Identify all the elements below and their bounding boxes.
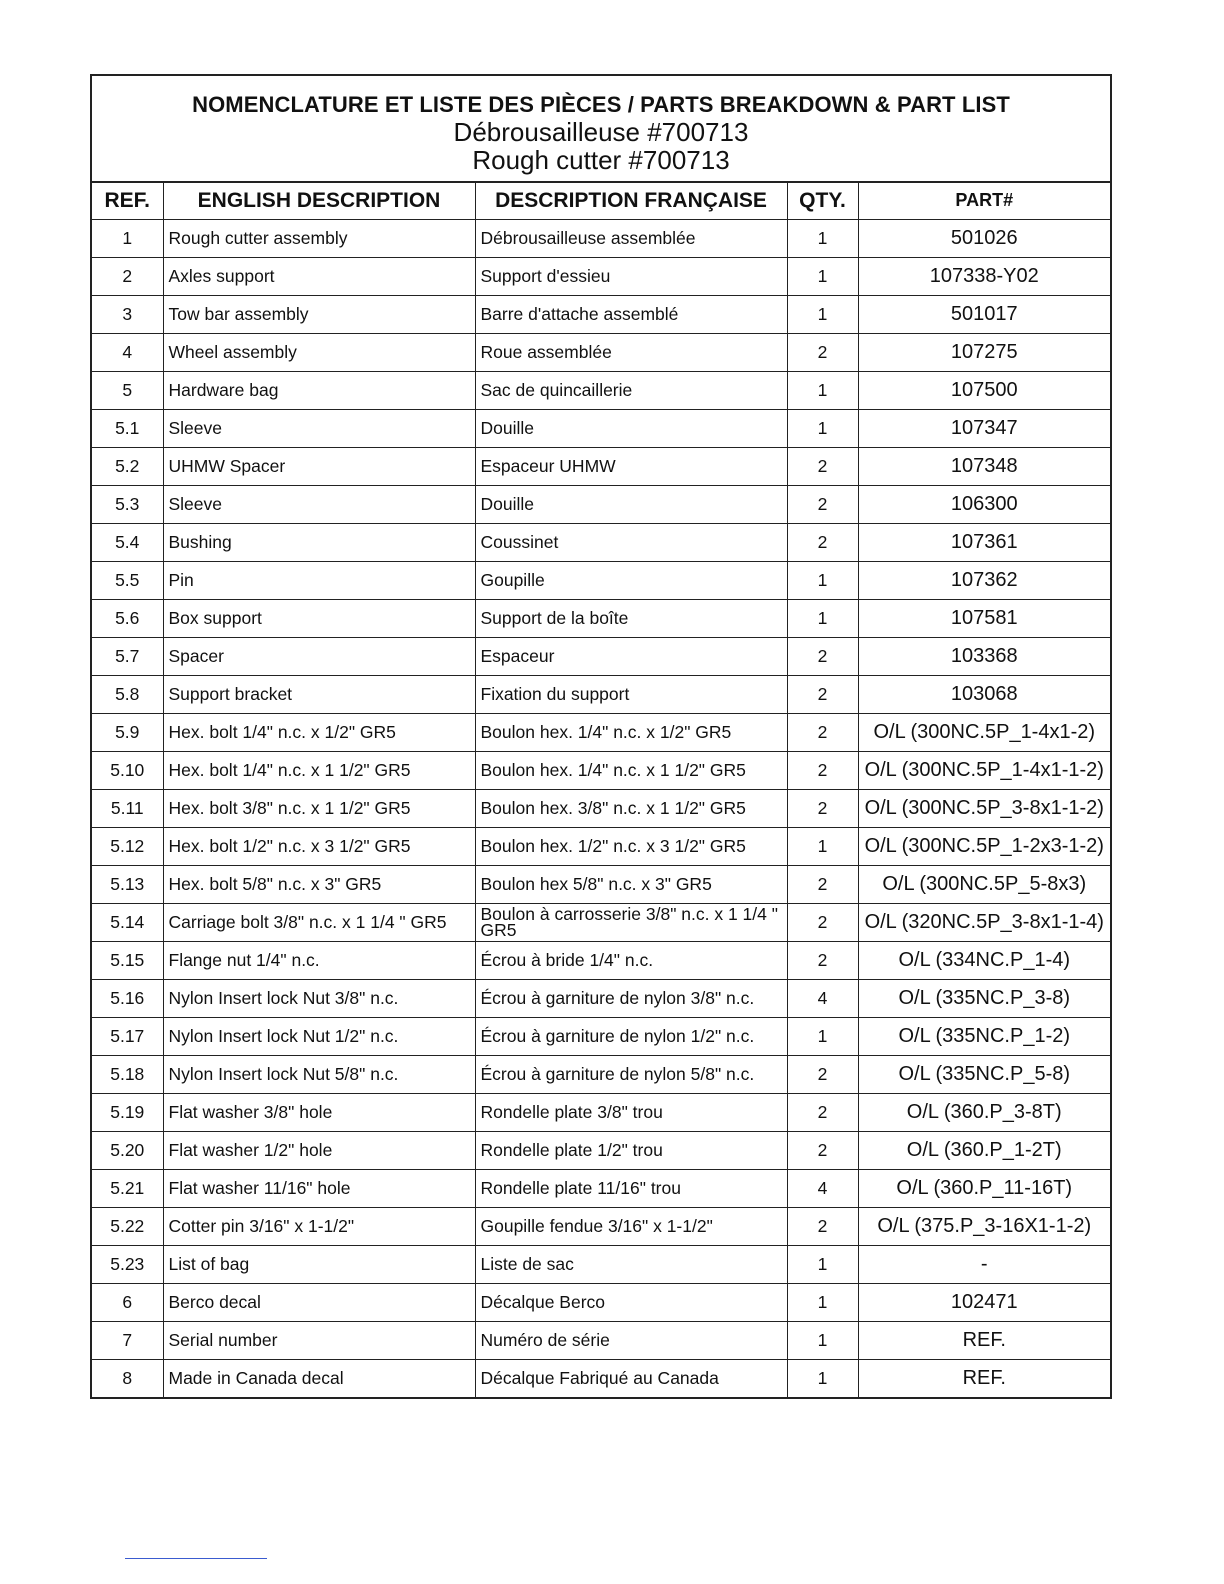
column-header-qty: QTY. — [787, 183, 858, 219]
quantity-cell: 2 — [787, 485, 858, 523]
part-number-cell: O/L (375.P_3-16X1-1-2) — [858, 1207, 1110, 1245]
ref-cell: 5 — [92, 371, 163, 409]
english-description-cell: Hex. bolt 3/8" n.c. x 1 1/2" GR5 — [163, 789, 475, 827]
english-description-cell: List of bag — [163, 1245, 475, 1283]
french-description-cell: Écrou à bride 1/4" n.c. — [475, 941, 787, 979]
english-description-cell: Nylon Insert lock Nut 3/8" n.c. — [163, 979, 475, 1017]
parts-list-sheet — [90, 74, 1112, 1399]
part-number-cell: O/L (360.P_11-16T) — [858, 1169, 1110, 1207]
quantity-cell: 1 — [787, 561, 858, 599]
ref-cell: 6 — [92, 1283, 163, 1321]
quantity-cell: 2 — [787, 675, 858, 713]
part-number-cell: 102471 — [858, 1283, 1110, 1321]
quantity-cell: 1 — [787, 219, 858, 257]
table-row — [92, 789, 1110, 827]
column-header-english: ENGLISH DESCRIPTION — [163, 183, 475, 219]
ref-cell: 5.21 — [92, 1169, 163, 1207]
quantity-cell: 2 — [787, 1207, 858, 1245]
table-row — [92, 827, 1110, 865]
title-block — [92, 76, 1110, 183]
french-description-cell: Support de la boîte — [475, 599, 787, 637]
table-row — [92, 865, 1110, 903]
french-description-cell: Barre d'attache assemblé — [475, 295, 787, 333]
english-description-cell: Axles support — [163, 257, 475, 295]
part-number-cell: 107361 — [858, 523, 1110, 561]
part-number-cell: O/L (335NC.P_1-2) — [858, 1017, 1110, 1055]
english-description-cell: Flat washer 11/16" hole — [163, 1169, 475, 1207]
english-description-cell: Hardware bag — [163, 371, 475, 409]
french-description-cell: Douille — [475, 485, 787, 523]
french-description-cell: Sac de quincaillerie — [475, 371, 787, 409]
part-number-cell: 103068 — [858, 675, 1110, 713]
english-description-cell: Hex. bolt 1/4" n.c. x 1/2" GR5 — [163, 713, 475, 751]
ref-cell: 5.12 — [92, 827, 163, 865]
part-number-cell: O/L (300NC.5P_1-4x1-1-2) — [858, 751, 1110, 789]
french-description-cell: Espaceur — [475, 637, 787, 675]
table-row — [92, 219, 1110, 257]
french-description-cell: Coussinet — [475, 523, 787, 561]
quantity-cell: 1 — [787, 827, 858, 865]
quantity-cell: 1 — [787, 1017, 858, 1055]
quantity-cell: 2 — [787, 941, 858, 979]
french-description-cell: Décalque Berco — [475, 1283, 787, 1321]
table-row — [92, 1207, 1110, 1245]
ref-cell: 5.9 — [92, 713, 163, 751]
column-header-french: DESCRIPTION FRANÇAISE — [475, 183, 787, 219]
product-name-fr: Débrousailleuse #700713 — [453, 117, 749, 147]
table-row — [92, 1055, 1110, 1093]
quantity-cell: 2 — [787, 523, 858, 561]
quantity-cell: 1 — [787, 1359, 858, 1397]
english-description-cell: Cotter pin 3/16" x 1-1/2" — [163, 1207, 475, 1245]
english-description-cell: Spacer — [163, 637, 475, 675]
french-description-cell: Rondelle plate 11/16" trou — [475, 1169, 787, 1207]
part-number-cell: O/L (300NC.5P_5-8x3) — [858, 865, 1110, 903]
table-row — [92, 1169, 1110, 1207]
english-description-cell: Bushing — [163, 523, 475, 561]
table-row — [92, 1321, 1110, 1359]
quantity-cell: 1 — [787, 257, 858, 295]
english-description-cell: Tow bar assembly — [163, 295, 475, 333]
english-description-cell: Pin — [163, 561, 475, 599]
table-row — [92, 637, 1110, 675]
table-row — [92, 903, 1110, 941]
ref-cell: 4 — [92, 333, 163, 371]
table-row — [92, 485, 1110, 523]
product-name-en: Rough cutter #700713 — [472, 145, 730, 175]
english-description-cell: Made in Canada decal — [163, 1359, 475, 1397]
english-description-cell: Sleeve — [163, 485, 475, 523]
part-number-cell: 501026 — [858, 219, 1110, 257]
english-description-cell: Berco decal — [163, 1283, 475, 1321]
english-description-cell: Serial number — [163, 1321, 475, 1359]
quantity-cell: 1 — [787, 371, 858, 409]
english-description-cell: Rough cutter assembly — [163, 219, 475, 257]
ref-cell: 5.17 — [92, 1017, 163, 1055]
quantity-cell: 1 — [787, 295, 858, 333]
english-description-cell: Box support — [163, 599, 475, 637]
ref-cell: 5.1 — [92, 409, 163, 447]
quantity-cell: 2 — [787, 1093, 858, 1131]
quantity-cell: 2 — [787, 333, 858, 371]
french-description-cell: Débrousailleuse assemblée — [475, 219, 787, 257]
english-description-cell: Wheel assembly — [163, 333, 475, 371]
table-row — [92, 1359, 1110, 1397]
document-title: NOMENCLATURE ET LISTE DES PIÈCES / PARTS BREAKDOWN & PART LIST — [192, 92, 1010, 117]
ref-cell: 5.13 — [92, 865, 163, 903]
part-number-cell: O/L (360.P_3-8T) — [858, 1093, 1110, 1131]
english-description-cell: Hex. bolt 1/2" n.c. x 3 1/2" GR5 — [163, 827, 475, 865]
french-description-cell: Écrou à garniture de nylon 1/2" n.c. — [475, 1017, 787, 1055]
ref-cell: 5.15 — [92, 941, 163, 979]
table-row — [92, 1245, 1110, 1283]
ref-cell: 5.10 — [92, 751, 163, 789]
quantity-cell: 4 — [787, 1169, 858, 1207]
table-row — [92, 295, 1110, 333]
english-description-cell: Nylon Insert lock Nut 1/2" n.c. — [163, 1017, 475, 1055]
column-header-part: PART# — [858, 183, 1110, 219]
quantity-cell: 1 — [787, 409, 858, 447]
ref-cell: 8 — [92, 1359, 163, 1397]
part-number-cell: REF. — [858, 1321, 1110, 1359]
french-description-cell: Liste de sac — [475, 1245, 787, 1283]
part-number-cell: O/L (360.P_1-2T) — [858, 1131, 1110, 1169]
ref-cell: 5.8 — [92, 675, 163, 713]
parts-table — [92, 183, 1110, 1397]
french-description-cell: Rondelle plate 1/2" trou — [475, 1131, 787, 1169]
french-description-cell: Boulon hex. 1/4" n.c. x 1/2" GR5 — [475, 713, 787, 751]
part-number-cell: O/L (334NC.P_1-4) — [858, 941, 1110, 979]
french-description-cell: Goupille — [475, 561, 787, 599]
english-description-cell: Hex. bolt 5/8" n.c. x 3" GR5 — [163, 865, 475, 903]
english-description-cell: Flat washer 3/8" hole — [163, 1093, 475, 1131]
table-row — [92, 713, 1110, 751]
table-header-row — [92, 183, 1110, 219]
table-row — [92, 447, 1110, 485]
table-row — [92, 561, 1110, 599]
ref-cell: 2 — [92, 257, 163, 295]
ref-cell: 5.4 — [92, 523, 163, 561]
ref-cell: 5.14 — [92, 903, 163, 941]
column-header-ref: REF. — [92, 183, 163, 219]
ref-cell: 5.6 — [92, 599, 163, 637]
part-number-cell: 107500 — [858, 371, 1110, 409]
quantity-cell: 2 — [787, 789, 858, 827]
french-description-cell: Support d'essieu — [475, 257, 787, 295]
ref-cell: 3 — [92, 295, 163, 333]
french-description-cell: Douille — [475, 409, 787, 447]
english-description-cell: Support bracket — [163, 675, 475, 713]
part-number-cell: 106300 — [858, 485, 1110, 523]
french-description-cell: Rondelle plate 3/8" trou — [475, 1093, 787, 1131]
quantity-cell: 2 — [787, 1055, 858, 1093]
quantity-cell: 1 — [787, 1321, 858, 1359]
table-body — [92, 219, 1110, 1397]
ref-cell: 5.20 — [92, 1131, 163, 1169]
french-description-cell: Boulon hex. 1/2" n.c. x 3 1/2" GR5 — [475, 827, 787, 865]
table-row — [92, 1283, 1110, 1321]
table-row — [92, 257, 1110, 295]
part-number-cell: 107348 — [858, 447, 1110, 485]
english-description-cell: UHMW Spacer — [163, 447, 475, 485]
english-description-cell: Nylon Insert lock Nut 5/8" n.c. — [163, 1055, 475, 1093]
english-description-cell: Flange nut 1/4" n.c. — [163, 941, 475, 979]
french-description-cell: Fixation du support — [475, 675, 787, 713]
ref-cell: 5.3 — [92, 485, 163, 523]
english-description-cell: Carriage bolt 3/8" n.c. x 1 1/4 " GR5 — [163, 903, 475, 941]
french-description-cell: Espaceur UHMW — [475, 447, 787, 485]
table-row — [92, 409, 1110, 447]
english-description-cell: Hex. bolt 1/4" n.c. x 1 1/2" GR5 — [163, 751, 475, 789]
quantity-cell: 2 — [787, 865, 858, 903]
english-description-cell: Sleeve — [163, 409, 475, 447]
ref-cell: 5.7 — [92, 637, 163, 675]
quantity-cell: 2 — [787, 903, 858, 941]
french-description-cell: Boulon à carrosserie 3/8" n.c. x 1 1/4 " GR5 — [475, 903, 787, 941]
ref-cell: 1 — [92, 219, 163, 257]
ref-cell: 5.23 — [92, 1245, 163, 1283]
table-row — [92, 751, 1110, 789]
table-row — [92, 371, 1110, 409]
ref-cell: 5.18 — [92, 1055, 163, 1093]
ref-cell: 5.16 — [92, 979, 163, 1017]
part-number-cell: 501017 — [858, 295, 1110, 333]
quantity-cell: 2 — [787, 713, 858, 751]
quantity-cell: 2 — [787, 1131, 858, 1169]
english-description-cell: Flat washer 1/2" hole — [163, 1131, 475, 1169]
quantity-cell: 2 — [787, 637, 858, 675]
part-number-cell: 107338-Y02 — [858, 257, 1110, 295]
table-row — [92, 523, 1110, 561]
table-row — [92, 979, 1110, 1017]
table-row — [92, 941, 1110, 979]
ref-cell: 5.11 — [92, 789, 163, 827]
part-number-cell: 103368 — [858, 637, 1110, 675]
ref-cell: 5.5 — [92, 561, 163, 599]
french-description-cell: Roue assemblée — [475, 333, 787, 371]
french-description-cell: Écrou à garniture de nylon 5/8" n.c. — [475, 1055, 787, 1093]
part-number-cell: 107362 — [858, 561, 1110, 599]
table-row — [92, 1131, 1110, 1169]
french-description-cell: Numéro de série — [475, 1321, 787, 1359]
part-number-cell: - — [858, 1245, 1110, 1283]
part-number-cell: O/L (320NC.5P_3-8x1-1-4) — [858, 903, 1110, 941]
part-number-cell: 107275 — [858, 333, 1110, 371]
ref-cell: 5.19 — [92, 1093, 163, 1131]
part-number-cell: O/L (300NC.5P_1-4x1-2) — [858, 713, 1110, 751]
ref-cell: 7 — [92, 1321, 163, 1359]
part-number-cell: O/L (335NC.P_3-8) — [858, 979, 1110, 1017]
french-description-cell: Boulon hex. 1/4" n.c. x 1 1/2" GR5 — [475, 751, 787, 789]
part-number-cell: 107581 — [858, 599, 1110, 637]
quantity-cell: 1 — [787, 599, 858, 637]
quantity-cell: 2 — [787, 751, 858, 789]
quantity-cell: 1 — [787, 1283, 858, 1321]
part-number-cell: O/L (300NC.5P_1-2x3-1-2) — [858, 827, 1110, 865]
table-row — [92, 599, 1110, 637]
footer-rule — [125, 1558, 267, 1559]
quantity-cell: 2 — [787, 447, 858, 485]
ref-cell: 5.2 — [92, 447, 163, 485]
french-description-cell: Boulon hex 5/8" n.c. x 3" GR5 — [475, 865, 787, 903]
french-description-cell: Décalque Fabriqué au Canada — [475, 1359, 787, 1397]
part-number-cell: REF. — [858, 1359, 1110, 1397]
table-row — [92, 1017, 1110, 1055]
part-number-cell: O/L (300NC.5P_3-8x1-1-2) — [858, 789, 1110, 827]
table-row — [92, 333, 1110, 371]
part-number-cell: 107347 — [858, 409, 1110, 447]
french-description-cell: Écrou à garniture de nylon 3/8" n.c. — [475, 979, 787, 1017]
ref-cell: 5.22 — [92, 1207, 163, 1245]
table-row — [92, 1093, 1110, 1131]
quantity-cell: 1 — [787, 1245, 858, 1283]
table-row — [92, 675, 1110, 713]
french-description-cell: Goupille fendue 3/16" x 1-1/2" — [475, 1207, 787, 1245]
part-number-cell: O/L (335NC.P_5-8) — [858, 1055, 1110, 1093]
quantity-cell: 4 — [787, 979, 858, 1017]
french-description-cell: Boulon hex. 3/8" n.c. x 1 1/2" GR5 — [475, 789, 787, 827]
